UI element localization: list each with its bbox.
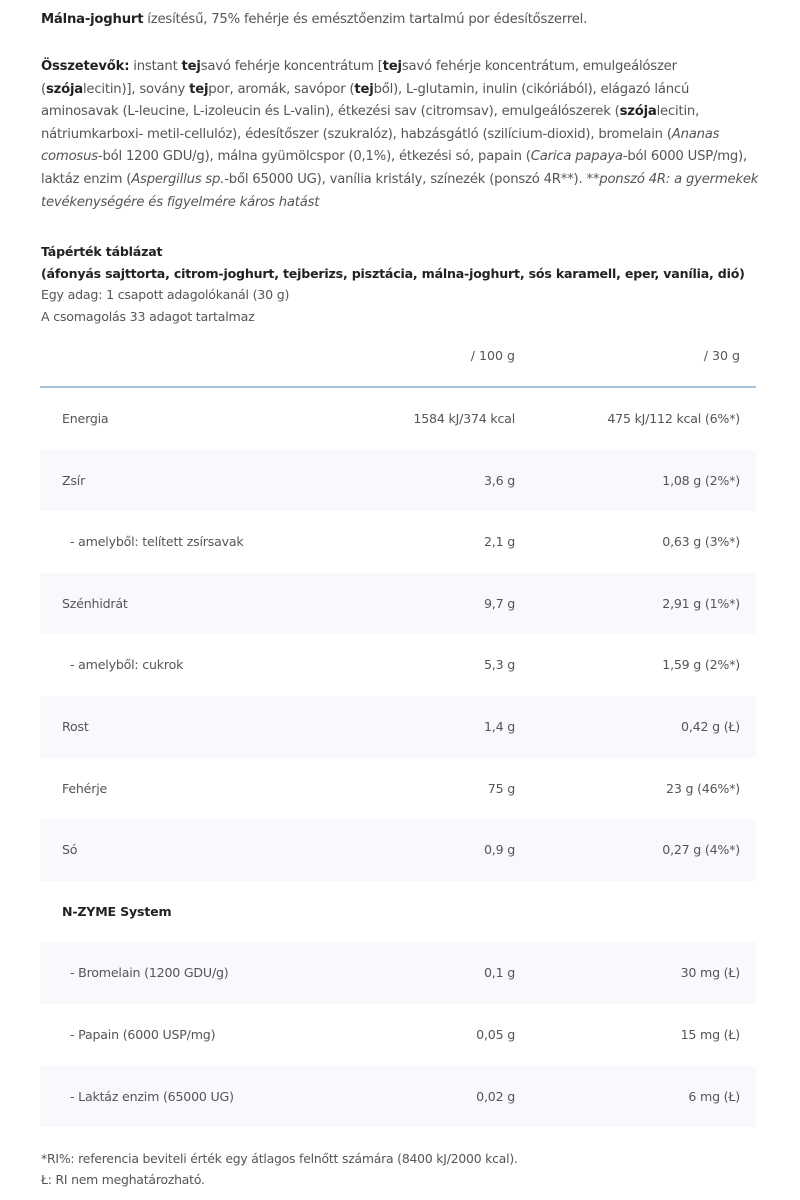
nutrient-name: - Bromelain (1200 GDU/g)	[70, 965, 229, 981]
value-per-30g: 2,91 g (1%*)	[662, 595, 740, 611]
section-row	[40, 881, 756, 943]
table-row	[40, 758, 756, 820]
nutrition-title: Tápérték táblázat	[41, 244, 163, 259]
value-per-30g: 6 mg (Ł)	[688, 1088, 740, 1104]
nutrient-name: Só	[62, 842, 78, 858]
table-row	[40, 634, 756, 696]
description-text: ízesítésű, 75% fehérje és emésztőenzim tartalmú por édesítőszerrel.	[143, 12, 588, 27]
allergen-text: szója	[45, 81, 83, 97]
table-row	[40, 1004, 756, 1066]
ingredient-text: -ból 6000 USP/mg), laktáz enzim (	[41, 149, 747, 187]
table-row	[40, 819, 756, 881]
nutrition-header	[41, 241, 745, 327]
ingredient-text: savó fehérje koncentrátum, emulgeálószer (	[41, 59, 677, 97]
value-per-100g: 9,7 g	[483, 595, 515, 611]
nutrient-name: Rost	[62, 719, 89, 734]
table-row	[40, 573, 756, 635]
nutrient-name: Szénhidrát	[62, 595, 128, 611]
allergen-text: szója	[619, 104, 657, 120]
ingredient-text: -ből 65000 UG), vanília kristály, színezék (ponszó 4R**).	[224, 171, 587, 187]
column-header-100g: / 100 g	[470, 348, 515, 363]
value-per-30g: 0,63 g (3%*)	[662, 534, 740, 550]
nutrient-name: N-ZYME System	[62, 903, 172, 919]
value-per-100g: 0,1 g	[483, 965, 515, 981]
nutrient-name: Fehérje	[62, 780, 108, 796]
value-per-30g: 1,59 g (2%*)	[662, 657, 740, 673]
ingredient-text: instant	[129, 59, 182, 74]
allergen-text: tej	[354, 81, 374, 97]
serving-size: Egy adag: 1 csapott adagolókanál (30 g)	[41, 287, 290, 302]
table-row	[40, 1066, 756, 1128]
value-per-30g: 475 kJ/112 kcal (6%*)	[607, 411, 740, 426]
value-per-30g: 1,08 g (2%*)	[662, 472, 740, 488]
value-per-30g: 30 mg (Ł)	[680, 965, 740, 981]
product-description	[41, 9, 766, 32]
allergen-text: tej	[181, 59, 201, 74]
italic-text: Ananas comosus	[41, 126, 720, 165]
table-row	[40, 696, 756, 758]
ingredient-text: por, aromák, savópor (	[208, 81, 355, 97]
allergen-text: tej	[189, 81, 209, 97]
value-per-30g: 0,27 g (4%*)	[662, 842, 740, 858]
value-per-30g: 0,42 g (Ł)	[681, 719, 740, 734]
table-header	[40, 340, 756, 388]
ingredient-text: -ból 1200 GDU/g), málna gyümölcspor (0,1%), étkezési só, papain (	[97, 149, 531, 165]
servings-count: A csomagolás 33 adagot tartalmaz	[41, 308, 255, 324]
table-row	[40, 450, 756, 512]
italic-text: **ponszó 4R: a gyermekek tevékenységére és figyelmére káros hatást	[41, 171, 759, 210]
ingredient-text: savó fehérje koncentrátum [	[200, 59, 383, 74]
footnote-l: Ł: RI nem meghatározható.	[41, 1172, 205, 1187]
value-per-100g: 2,1 g	[483, 534, 515, 550]
nutrient-name: Zsír	[62, 472, 86, 488]
footnote-ri: *RI%: referencia beviteli érték egy átlagos felnőtt számára (8400 kJ/2000 kcal).	[41, 1151, 518, 1166]
value-per-100g: 75 g	[487, 780, 515, 796]
value-per-100g: 1,4 g	[483, 719, 515, 734]
table-row	[40, 942, 756, 1004]
value-per-30g: 23 g (46%*)	[666, 780, 740, 796]
value-per-100g: 1584 kJ/374 kcal	[413, 411, 515, 426]
table-row	[40, 388, 756, 450]
value-per-100g: 5,3 g	[483, 657, 515, 673]
allergen-text: tej	[382, 59, 402, 74]
ingredients	[41, 56, 766, 214]
nutrient-name: - Papain (6000 USP/mg)	[70, 1027, 216, 1042]
column-header-30g: / 30 g	[703, 348, 740, 363]
ingredients-label: Összetevők:	[41, 59, 130, 74]
value-per-100g: 3,6 g	[483, 472, 515, 488]
nutrient-name: Energia	[62, 411, 109, 426]
flavor-name: Málna-joghurt	[41, 12, 144, 27]
table-row	[40, 511, 756, 573]
nutrient-name: - amelyből: cukrok	[70, 657, 184, 673]
value-per-100g: 0,02 g	[476, 1088, 515, 1104]
value-per-100g: 0,9 g	[483, 842, 515, 858]
ingredient-text: lecitin)], sovány	[82, 81, 190, 97]
nutrient-name: - Laktáz enzim (65000 UG)	[70, 1088, 234, 1104]
nutrition-flavors: (áfonyás sajttorta, citrom-joghurt, tejberizs, pisztácia, málna-joghurt, sós karamell, eper, vanília, dió)	[41, 265, 745, 281]
value-per-100g: 0,05 g	[476, 1027, 515, 1042]
value-per-30g: 15 mg (Ł)	[680, 1027, 740, 1042]
italic-text: Carica papaya	[530, 149, 623, 165]
nutrient-name: - amelyből: telített zsírsavak	[70, 534, 244, 550]
ingredient-text: lecitin, nátriumkarboxi- metil-cellulóz), édesítőszer (szukralóz), habzásgátló (szilícium-dioxid), bromelain (	[41, 104, 700, 142]
italic-text: Aspergillus sp.	[131, 171, 225, 187]
ingredient-text: ből), L-glutamin, inulin (cikóriából), elágazó láncú aminosavak (L-leucine, L-izoleucin és L-valin), étkezési sav (citromsav), emulgeálószerek (	[41, 81, 690, 120]
